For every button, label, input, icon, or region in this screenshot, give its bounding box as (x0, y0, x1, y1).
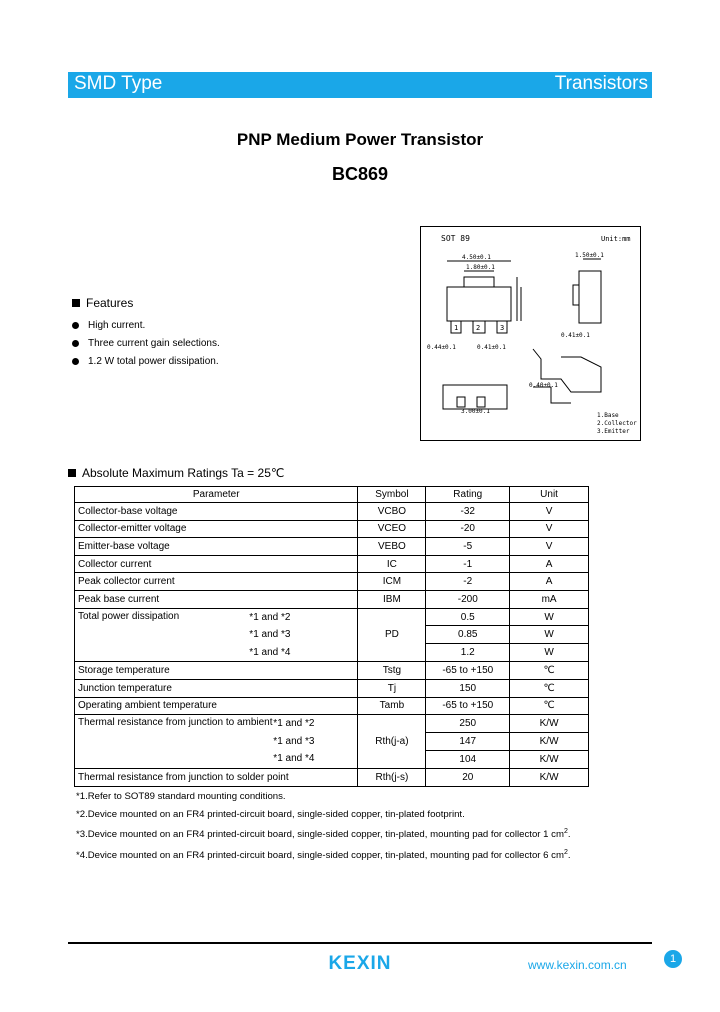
dim-label: 0.40±0.1 (529, 382, 558, 389)
symbol-cell: Tj (358, 679, 426, 697)
symbol-cell: Rth(j-a) (358, 715, 426, 769)
page-title: PNP Medium Power Transistor (236, 130, 484, 149)
symbol-cell: VEBO (358, 538, 426, 556)
param-cell: Peak collector current (75, 573, 358, 591)
rating-cell: 1.2 (426, 644, 510, 662)
top-view (447, 261, 521, 333)
table-row (75, 590, 589, 608)
ratings-heading (68, 466, 284, 480)
symbol-cell: ICM (358, 573, 426, 591)
header-product-type: Transistors (554, 73, 648, 94)
table-row (75, 715, 589, 733)
unit-cell: V (510, 538, 589, 556)
table-row (75, 503, 589, 521)
table-header-row (75, 487, 589, 503)
bullet-icon (72, 322, 79, 329)
pin-label: 2 (476, 324, 481, 332)
features-heading (72, 296, 133, 310)
square-bullet-icon (68, 469, 76, 477)
param-cell: Storage temperature (75, 662, 358, 680)
rating-cell: 147 (426, 733, 510, 751)
symbol-cell: Tamb (358, 697, 426, 715)
condition-text: *1 and *4 (249, 646, 291, 658)
dim-label: 1.80±0.1 (466, 264, 495, 271)
unit-cell: K/W (510, 715, 589, 733)
rating-cell: -5 (426, 538, 510, 556)
unit-cell: K/W (510, 733, 589, 751)
column-header: Unit (510, 487, 589, 503)
table-row (75, 679, 589, 697)
dim-label: 1.50±0.1 (575, 252, 604, 259)
features-heading-text: Features (86, 296, 134, 310)
rating-cell: -2 (426, 573, 510, 591)
table-row (75, 768, 589, 786)
param-cell: Operating ambient temperature (75, 697, 358, 715)
rating-cell: 20 (426, 768, 510, 786)
rating-cell: -32 (426, 503, 510, 521)
symbol-cell: Tstg (358, 662, 426, 680)
legend-item: 1.Base (597, 412, 619, 419)
param-cell (75, 715, 358, 769)
symbol-cell: IBM (358, 590, 426, 608)
package-outline-drawing (421, 227, 640, 440)
package-label: SOT 89 (441, 234, 470, 243)
table-row (75, 538, 589, 556)
table-row (75, 662, 589, 680)
rating-cell: -20 (426, 520, 510, 538)
column-header: Parameter (75, 487, 358, 503)
rating-cell: 150 (426, 679, 510, 697)
param-cell: Collector-emitter voltage (75, 520, 358, 538)
website-link[interactable]: www.kexin.com.cn (528, 958, 627, 972)
dim-label: 3.00±0.1 (461, 408, 490, 415)
feature-text: Three current gain selections. (88, 337, 220, 349)
ratings-heading-text: Absolute Maximum Ratings Ta = 25℃ (82, 466, 285, 480)
column-header: Rating (426, 487, 510, 503)
list-item (72, 316, 220, 334)
param-cell: Emitter-base voltage (75, 538, 358, 556)
table-row (75, 608, 589, 626)
rating-cell: 0.85 (426, 626, 510, 644)
param-cell: Collector-base voltage (75, 503, 358, 521)
unit-cell: ℃ (510, 697, 589, 715)
unit-cell: ℃ (510, 679, 589, 697)
footnote: *4.Device mounted on an FR4 printed-circuit board, single-sided copper, tin-plated, mounting pad for collector 6 $cm^2$. (76, 848, 571, 861)
square-bullet-icon (72, 299, 80, 307)
unit-cell: A (510, 555, 589, 573)
param-text: Thermal resistance from junction to ambient (78, 717, 273, 729)
page-number: 1 (664, 950, 682, 968)
rating-cell: 250 (426, 715, 510, 733)
unit-cell: W (510, 608, 589, 626)
symbol-cell: IC (358, 555, 426, 573)
unit-cell: A (510, 573, 589, 591)
symbol-cell: PD (358, 608, 426, 662)
side-view (573, 259, 601, 323)
param-cell: Thermal resistance from junction to solder point (75, 768, 358, 786)
footer-divider (68, 942, 652, 944)
dim-label: 4.50±0.1 (462, 254, 491, 261)
feature-text: 1.2 W total power dissipation. (88, 355, 219, 367)
table-row (75, 520, 589, 538)
bullet-icon (72, 340, 79, 347)
footnotes (76, 788, 571, 864)
footnote: *2.Device mounted on an FR4 printed-circuit board, single-sided copper, tin-plated footprint. (76, 808, 465, 820)
unit-cell: W (510, 644, 589, 662)
rating-cell: -65 to +150 (426, 662, 510, 680)
condition-text: *1 and *3 (249, 629, 291, 641)
logo-text: KEXIN (328, 953, 392, 974)
param-cell: Junction temperature (75, 679, 358, 697)
table-row (75, 555, 589, 573)
footnote: *3.Device mounted on an FR4 printed-circuit board, single-sided copper, tin-plated, mounting pad for collector 1 $cm^2$. (76, 828, 571, 841)
list-item (72, 334, 220, 352)
column-header: Symbol (358, 487, 426, 503)
table-row (75, 697, 589, 715)
dim-label: 0.41±0.1 (477, 344, 506, 351)
dim-label: 0.41±0.1 (561, 332, 590, 339)
list-item (72, 352, 220, 370)
footnote: *1.Refer to SOT89 standard mounting conditions. (76, 791, 286, 802)
pin-label: 3 (500, 324, 505, 332)
condition-list (249, 609, 290, 662)
pin-label: 1 (454, 324, 459, 332)
bottom-view (443, 349, 601, 409)
unit-cell: V (510, 503, 589, 521)
condition-text: *1 and *4 (273, 753, 315, 765)
param-text: Total power dissipation (78, 610, 180, 622)
param-cell: Peak base current (75, 590, 358, 608)
ratings-table (74, 486, 589, 787)
package-diagram (420, 226, 641, 441)
rating-cell: -200 (426, 590, 510, 608)
header-category: SMD Type (74, 73, 163, 94)
features-list (72, 316, 220, 370)
condition-list (273, 715, 314, 768)
unit-cell: ℃ (510, 662, 589, 680)
condition-text: *1 and *3 (273, 735, 315, 747)
condition-text: *1 and *2 (273, 718, 315, 730)
dim-label: 0.44±0.1 (427, 344, 456, 351)
unit-label: Unit:mm (601, 235, 631, 243)
rating-cell: -65 to +150 (426, 697, 510, 715)
symbol-cell: Rth(j-s) (358, 768, 426, 786)
param-cell (75, 608, 358, 662)
unit-cell: mA (510, 590, 589, 608)
table-row (75, 573, 589, 591)
feature-text: High current. (88, 319, 146, 331)
param-cell: Collector current (75, 555, 358, 573)
legend-item: 2.Collector (597, 420, 637, 427)
unit-cell: W (510, 626, 589, 644)
rating-cell: -1 (426, 555, 510, 573)
legend-item: 3.Emitter (597, 428, 630, 435)
rating-cell: 104 (426, 750, 510, 768)
unit-cell: K/W (510, 750, 589, 768)
unit-cell: K/W (510, 768, 589, 786)
bullet-icon (72, 358, 79, 365)
part-number: BC869 (331, 164, 389, 184)
unit-cell: V (510, 520, 589, 538)
rating-cell: 0.5 (426, 608, 510, 626)
header-bar (68, 72, 652, 98)
symbol-cell: VCEO (358, 520, 426, 538)
symbol-cell: VCBO (358, 503, 426, 521)
condition-text: *1 and *2 (249, 611, 291, 623)
